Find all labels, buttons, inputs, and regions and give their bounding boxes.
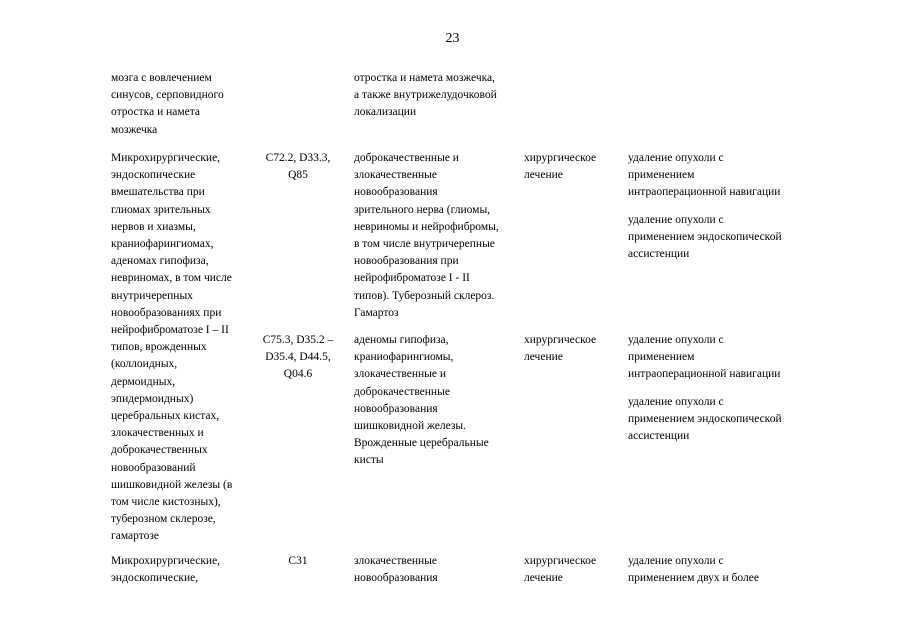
cell-text-line: новообразования при bbox=[354, 255, 459, 268]
cell-text-line: Микрохирургические, bbox=[111, 152, 221, 164]
cell-text-line: интраоперационной навигации bbox=[628, 368, 781, 381]
cell-text-line: ассистенции bbox=[628, 430, 690, 443]
cell-text-line: в том числе внутричерепные bbox=[354, 238, 495, 251]
cell-text-line: C75.3, D35.2 – bbox=[262, 334, 334, 346]
cell-text-line: хирургическое bbox=[524, 555, 597, 567]
cell-text-line: глиомах зрительных bbox=[111, 203, 211, 216]
cell-text-line: злокачественных и bbox=[111, 427, 204, 440]
cell-text-line: Врожденные церебральные bbox=[354, 437, 489, 450]
cell-text-line: доброкачественные bbox=[354, 385, 450, 398]
cell-text-line: хирургическое bbox=[524, 152, 597, 164]
row1-procedure-cell bbox=[111, 150, 251, 546]
cell-text-line: применением bbox=[628, 351, 695, 364]
cell-text-line: хирургическое bbox=[524, 334, 597, 346]
cell-text-line: Микрохирургические, bbox=[111, 555, 221, 567]
cell-text-line: Q04.6 bbox=[283, 368, 313, 381]
cell-text-line: злокачественные bbox=[354, 555, 437, 567]
cell-text-line: невриномах, в том числе bbox=[111, 272, 232, 285]
cell-text-line: удаление опухоли с bbox=[628, 152, 724, 164]
cell-text-line: мозжечка bbox=[111, 123, 158, 136]
cell-text-line: удаление опухоли с bbox=[628, 214, 724, 226]
page-number: 23 bbox=[445, 31, 460, 46]
cell-text-line: типов). Туберозный склероз. bbox=[354, 289, 495, 302]
cell-text-line: гамартозе bbox=[111, 530, 159, 543]
cell-text-line: эпидермоидных) bbox=[111, 392, 194, 405]
cell-text-line: лечение bbox=[524, 169, 563, 182]
cell-text-line: Гамартоз bbox=[354, 306, 399, 319]
cell-text-line: лечение bbox=[524, 351, 563, 364]
cell-text-line: доброкачественные и bbox=[354, 152, 459, 164]
row1-method-cell-1a bbox=[628, 150, 808, 202]
cell-text-line: шишковидной железы. bbox=[354, 420, 467, 433]
cell-text-line: зрительного нерва (глиомы, bbox=[354, 203, 491, 216]
row2-treatment-type-cell bbox=[524, 553, 624, 587]
row1-treatment-type-cell-2 bbox=[524, 332, 624, 366]
cell-text-line: новообразований bbox=[111, 461, 196, 474]
cell-text-line: C72.2, D33.3, bbox=[265, 152, 331, 164]
cell-text-line: а также внутрижелудочковой bbox=[354, 89, 497, 102]
cell-text-line: аденомах гипофиза, bbox=[111, 255, 209, 268]
cell-text-line: мозга с вовлечением bbox=[111, 72, 212, 84]
cell-text-line: аденомы гипофиза, bbox=[354, 334, 449, 346]
cell-text-line: эндоскопические bbox=[111, 169, 196, 182]
cell-text-line: новообразования bbox=[354, 402, 438, 415]
cell-text-line: локализации bbox=[354, 106, 417, 119]
cell-text-line: отростка и намета bbox=[111, 106, 201, 119]
cell-text-line: отростка и намета мозжечка, bbox=[354, 72, 496, 84]
cell-text-line: D35.4, D44.5, bbox=[265, 351, 331, 364]
cell-text-line: лечение bbox=[524, 572, 563, 585]
row0-diagnosis-cell bbox=[354, 70, 519, 122]
cell-text-line: интраоперационной навигации bbox=[628, 186, 781, 199]
cell-text-line: злокачественные bbox=[354, 169, 437, 182]
row2-icd-codes-cell bbox=[252, 553, 344, 570]
cell-text-line: том числе кистозных), bbox=[111, 496, 221, 509]
cell-text-line: туберозном склерозе, bbox=[111, 513, 216, 526]
cell-text-line: новообразования bbox=[354, 572, 438, 585]
cell-text-line: синусов, серповидного bbox=[111, 89, 224, 102]
cell-text-line: C31 bbox=[288, 555, 308, 567]
cell-text-line: удаление опухоли с bbox=[628, 396, 724, 408]
cell-text-line: применением bbox=[628, 169, 695, 182]
cell-text-line: новообразования bbox=[354, 186, 438, 199]
cell-text-line: кисты bbox=[354, 454, 384, 467]
cell-text-line: шишковидной железы (в bbox=[111, 478, 233, 491]
cell-text-line: нейрофиброматозе I - II bbox=[354, 272, 470, 285]
row2-diagnosis-cell bbox=[354, 553, 519, 587]
cell-text-line: ассистенции bbox=[628, 248, 690, 261]
row0-procedure-cell bbox=[111, 70, 251, 139]
cell-text-line: новообразованиях при bbox=[111, 306, 222, 319]
cell-text-line: церебральных кистах, bbox=[111, 410, 220, 423]
cell-text-line: применением двух и более bbox=[628, 572, 759, 585]
row2-method-cell bbox=[628, 553, 808, 587]
row1-diagnosis-cell-2 bbox=[354, 332, 519, 470]
row1-treatment-type-cell-1 bbox=[524, 150, 624, 184]
cell-text-line: эндоскопические, bbox=[111, 572, 199, 585]
row2-procedure-cell bbox=[111, 553, 251, 587]
cell-text-line: вмешательства при bbox=[111, 186, 205, 199]
cell-text-line: внутричерепных bbox=[111, 289, 193, 302]
cell-text-line: нервов и хиазмы, bbox=[111, 220, 196, 233]
row1-method-cell-2b bbox=[628, 394, 808, 446]
cell-text-line: удаление опухоли с bbox=[628, 555, 724, 567]
cell-text-line: типов, врожденных bbox=[111, 341, 207, 354]
row1-icd-codes-cell-1 bbox=[252, 150, 344, 184]
cell-text-line: краниофарингиомах, bbox=[111, 238, 214, 251]
row1-diagnosis-cell-1 bbox=[354, 150, 519, 322]
cell-text-line: доброкачественных bbox=[111, 444, 208, 457]
row1-icd-codes-cell-2 bbox=[252, 332, 344, 384]
cell-text-line: злокачественные и bbox=[354, 368, 447, 381]
cell-text-line: удаление опухоли с bbox=[628, 334, 724, 346]
cell-text-line: нейрофиброматозе I – II bbox=[111, 324, 229, 337]
cell-text-line: невриномы и нейрофибромы, bbox=[354, 220, 499, 233]
cell-text-line: (коллоидных, bbox=[111, 358, 178, 371]
cell-text-line: Q85 bbox=[288, 169, 308, 182]
cell-text-line: применением эндоскопической bbox=[628, 231, 782, 244]
cell-text-line: применением эндоскопической bbox=[628, 413, 782, 426]
cell-text-line: дермоидных, bbox=[111, 375, 176, 388]
row1-method-cell-1b bbox=[628, 212, 808, 264]
cell-text-line: краниофарингиомы, bbox=[354, 351, 454, 364]
row1-method-cell-2a bbox=[628, 332, 808, 384]
